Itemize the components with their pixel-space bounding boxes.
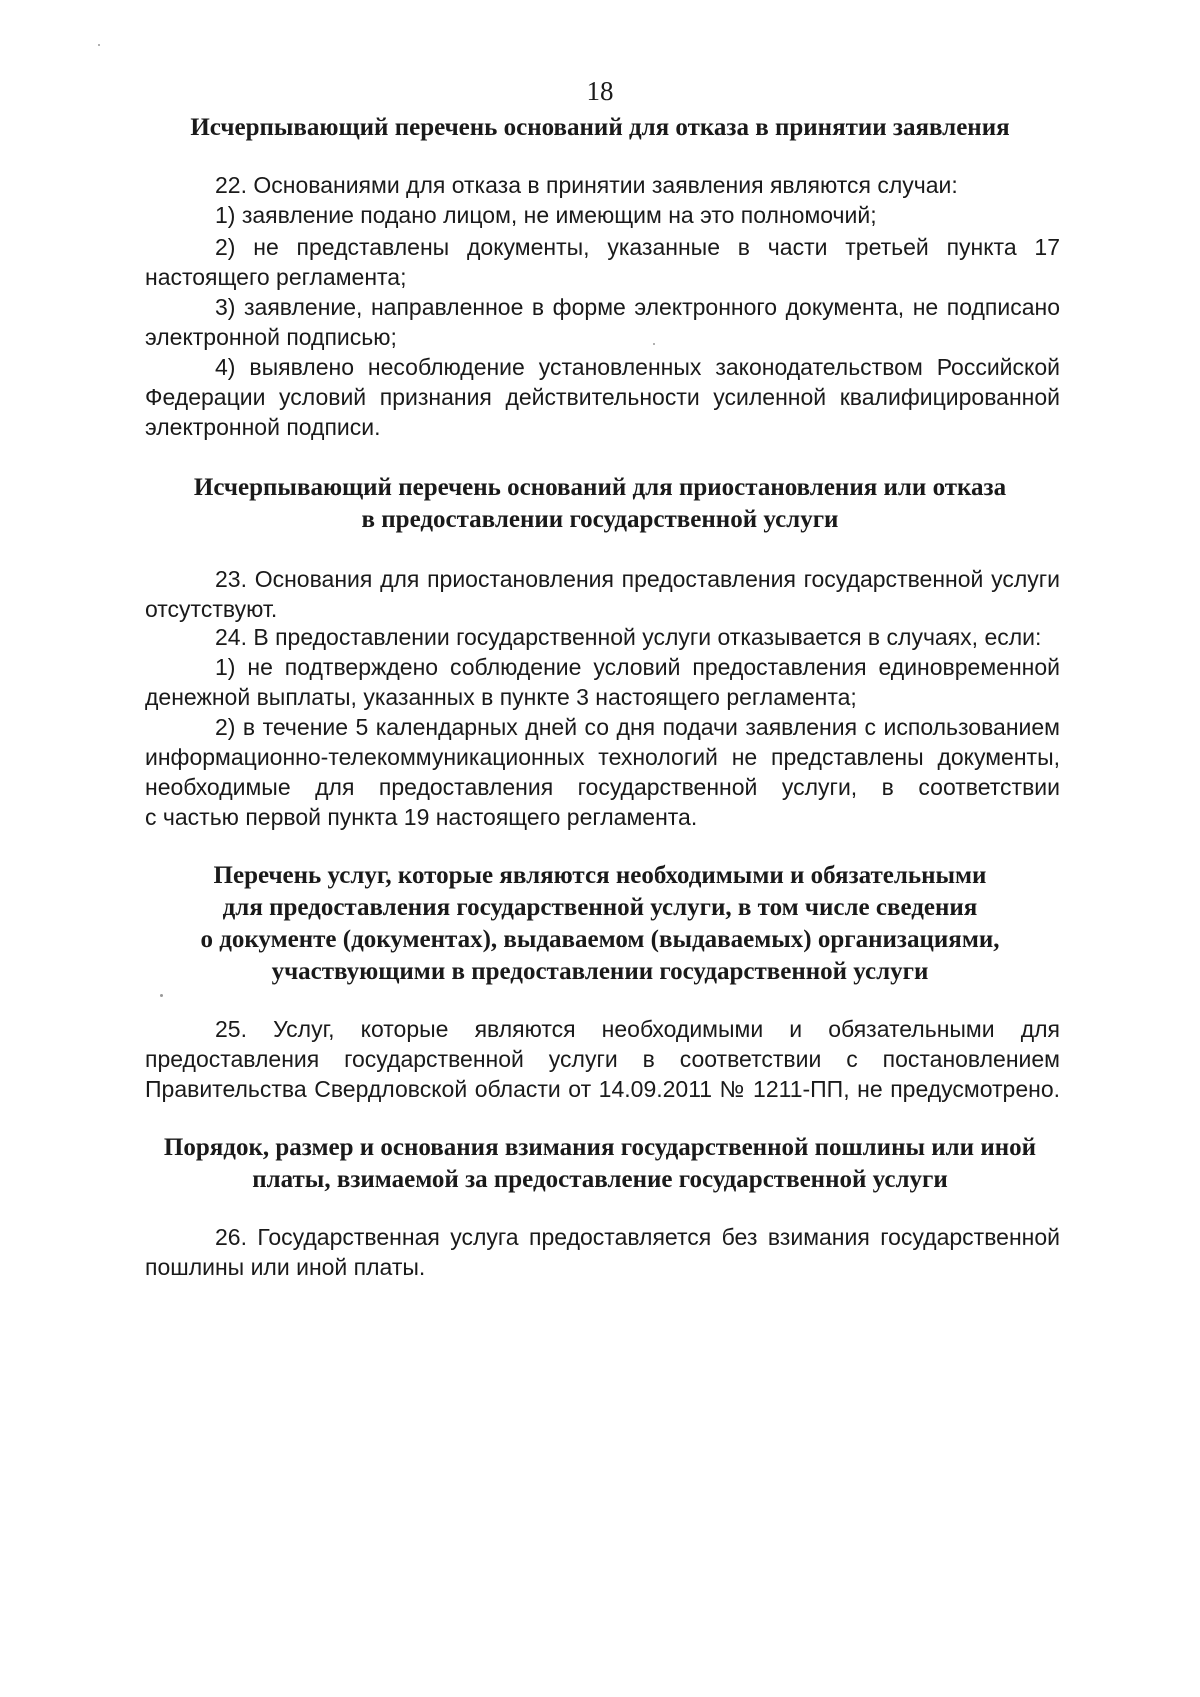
section3-heading-line-1: Перечень услуг, которые являются необходимыми и обязательными [213,862,987,889]
scan-speck [160,994,163,997]
paragraph-25-line-2: предоставления государственной услуги в соответствии с постановлением [145,1046,1060,1072]
scan-speck [653,343,655,345]
section4-heading-line-1: Порядок, размер и основания взимания государственной пошлины или иной [163,1134,1037,1161]
item-24-1-line-1: 1) не подтверждено соблюдение условий предоставления единовременной [215,654,1060,680]
item-4-line-2: Федерации условий признания действительности усиленной квалифицированной [145,384,1060,410]
item-24-2-line-4: с частью первой пункта 19 настоящего регламента. [145,804,698,830]
section3-heading-line-2: для предоставления государственной услуги, в том числе сведения [222,894,978,921]
section2-heading-line-1: Исчерпывающий перечень оснований для приостановления или отказа [193,474,1007,501]
item-24-1-line-2: денежной выплаты, указанных в пункте 3 настоящего регламента; [145,684,857,710]
paragraph-22-line-1: 22. Основаниями для отказа в принятии заявления являются случаи: [215,172,958,198]
item-4-line-1: 4) выявлено несоблюдение установленных законодательством Российской [215,354,1060,380]
item-3-line-2: электронной подписью; [145,324,397,350]
item-24-2-line-1: 2) в течение 5 календарных дней со дня подачи заявления с использованием [215,714,1060,740]
item-2-line-1: 2) не представлены документы, указанные в части третьей пункта 17 [215,234,1060,260]
item-1-line-1: 1) заявление подано лицом, не имеющим на это полномочий; [215,202,877,228]
page-number: 18 [586,76,614,106]
scan-speck [98,44,100,46]
section3-heading-line-4: участвующими в предоставлении государственной услуги [271,958,929,985]
paragraph-25-line-3: Правительства Свердловской области от 14.09.2011 № 1211-ПП, не предусмотрено. [145,1076,1060,1102]
item-4-line-3: электронной подписи. [145,414,381,440]
paragraph-23-line-2: отсутствуют. [145,596,278,622]
paragraph-26-line-1: 26. Государственная услуга предоставляется без взимания государственной [215,1224,1060,1250]
section1-heading: Исчерпывающий перечень оснований для отказа в принятии заявления [190,114,1010,141]
item-24-2-line-3: необходимые для предоставления государственной услуги, в соответствии [145,774,1060,800]
item-3-line-1: 3) заявление, направленное в форме электронного документа, не подписано [215,294,1060,320]
paragraph-23-line-1: 23. Основания для приостановления предоставления государственной услуги [215,566,1060,592]
paragraph-26-line-2: пошлины или иной платы. [145,1254,426,1280]
section3-heading-line-3: о документе (документах), выдаваемом (выдаваемых) организациями, [200,926,1000,953]
item-2-line-2: настоящего регламента; [145,264,407,290]
paragraph-24-line-1: 24. В предоставлении государственной услуги отказывается в случаях, если: [215,624,1042,650]
paragraph-25-line-1: 25. Услуг, которые являются необходимыми и обязательными для [215,1016,1060,1042]
item-24-2-line-2: информационно-телекоммуникационных технологий не представлены документы, [145,744,1060,770]
section2-heading-line-2: в предоставлении государственной услуги [361,506,839,533]
section4-heading-line-2: платы, взимаемой за предоставление государственной услуги [252,1166,948,1193]
